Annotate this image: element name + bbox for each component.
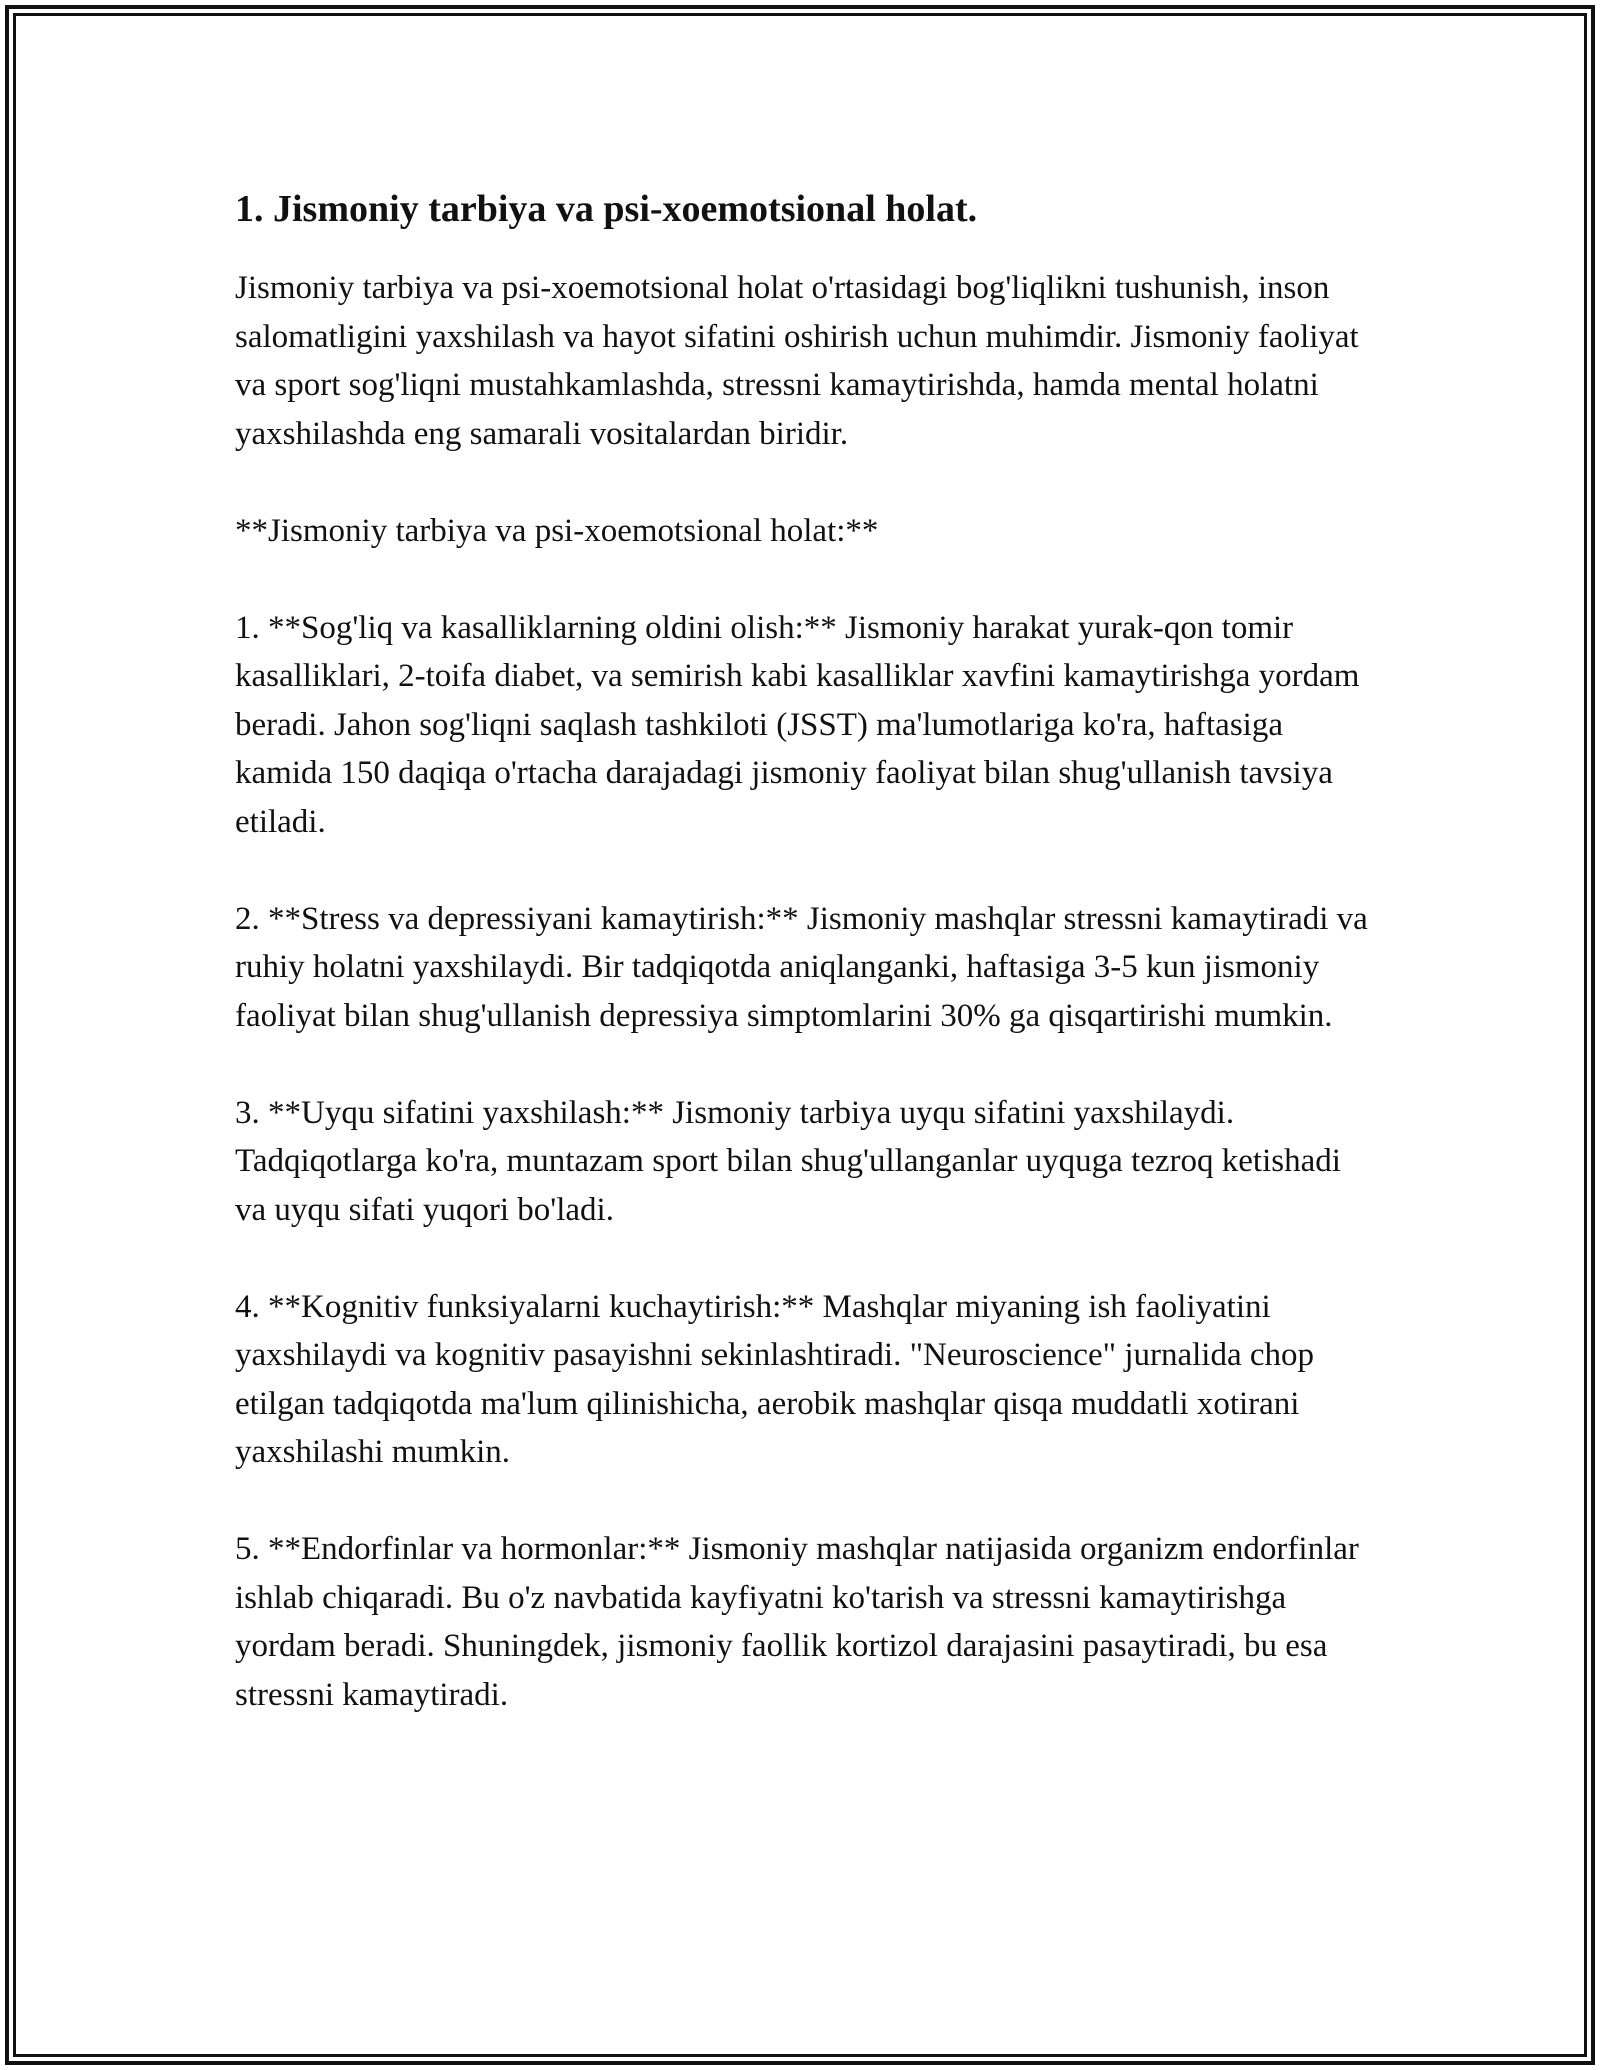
section-subheading: **Jismoniy tarbiya va psi-xoemotsional holat:**	[235, 512, 879, 549]
list-item-5: 5. **Endorfinlar va hormonlar:** Jismoniy mashqlar natijasida organizm endorfinlar ishlab chiqaradi. Bu o'z navbatida kayfiyatni ko'tarish va stressni kamaytirishga yordam beradi. Shuningdek, jismoniy faollik kortizol darajasini pasaytiradi, bu esa stressni kamaytiradi.	[235, 1531, 1359, 1713]
document-body	[235, 185, 1375, 1719]
list-item-4: 4. **Kognitiv funksiyalarni kuchaytirish:** Mashqlar miyaning ish faoliyatini yaxshilaydi va kognitiv pasayishni sekinlashtiradi. "Neuroscience" jurnalida chop etilgan tadqiqotda ma'lum qilinishicha, aerobik mashqlar qisqa muddatli xotirani yaxshilashi mumkin.	[235, 1288, 1315, 1471]
document-title: 1. Jismoniy tarbiya va psi-xoemotsional holat.	[235, 188, 978, 230]
list-item-1: 1. **Sog'liq va kasalliklarning oldini olish:** Jismoniy harakat yurak-qon tomir kasalliklari, 2-toifa diabet, va semirish kabi kasalliklar xavfini kamaytirishga yordam beradi. Jahon sog'liqni saqlash tashkiloti (JSST) ma'lumotlariga ko'ra, haftasiga kamida 150 daqiqa o'rtacha darajadagi jismoniy faoliyat bilan shug'ullanish tavsiya etiladi.	[235, 609, 1360, 840]
list-item-2: 2. **Stress va depressiyani kamaytirish:** Jismoniy mashqlar stressni kamaytiradi va ruhiy holatni yaxshilaydi. Bir tadqiqotda aniqlanganki, haftasiga 3-5 kun jismoniy faoliyat bilan shug'ullanish depressiya simptomlarini 30% ga qisqartirishi mumkin.	[235, 900, 1368, 1034]
intro-paragraph: Jismoniy tarbiya va psi-xoemotsional holat o'rtasidagi bog'liqlikni tushunish, inson salomatligini yaxshilash va hayot sifatini oshirish uchun muhimdir. Jismoniy faoliyat va sport sog'liqni mustahkamlashda, stressni kamaytirishda, hamda mental holatni yaxshilashda eng samarali vositalardan biridir.	[235, 270, 1359, 452]
list-item-3: 3. **Uyqu sifatini yaxshilash:** Jismoniy tarbiya uyqu sifatini yaxshilaydi. Tadqiqotlarga ko'ra, muntazam sport bilan shug'ullanganlar uyquga tezroq ketishadi va uyqu sifati yuqori bo'ladi.	[235, 1094, 1341, 1228]
